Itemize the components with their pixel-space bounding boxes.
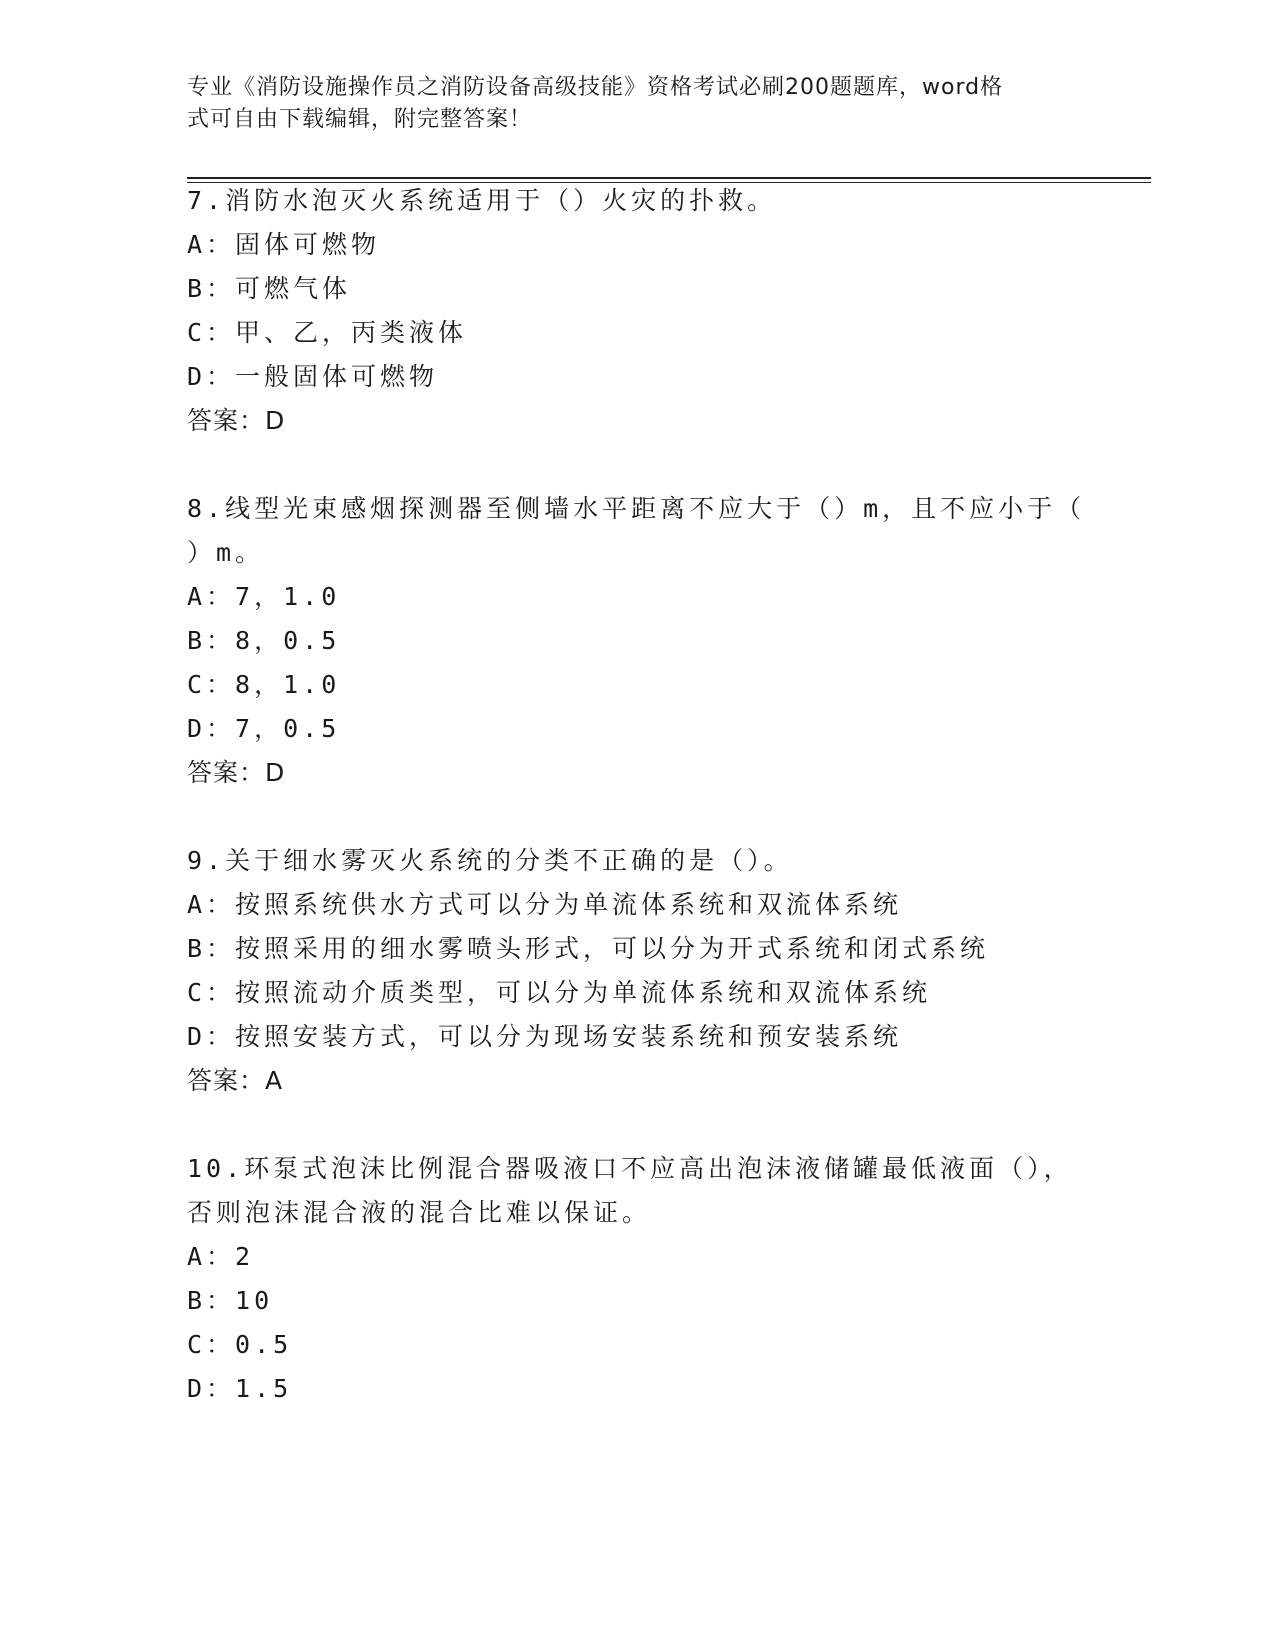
question-7-option-a: A：固体可燃物 bbox=[187, 230, 381, 259]
question-7-option-c: C：甲、乙，丙类液体 bbox=[187, 318, 468, 347]
document-header bbox=[187, 72, 1087, 136]
question-10-option-d: D：1.5 bbox=[187, 1374, 293, 1403]
question-9-answer: 答案：A bbox=[187, 1066, 284, 1095]
question-7-answer: 答案：D bbox=[187, 406, 286, 435]
question-8-option-d: D：7，0.5 bbox=[187, 714, 341, 743]
question-9-option-b: B：按照采用的细水雾喷头形式，可以分为开式系统和闭式系统 bbox=[187, 934, 990, 963]
question-10-stem-continued: 否则泡沫混合液的混合比难以保证。 bbox=[187, 1198, 652, 1227]
question-8-stem-continued: ）m。 bbox=[187, 538, 265, 567]
header-divider-thick bbox=[187, 177, 1151, 179]
question-9-option-c: C：按照流动介质类型，可以分为单流体系统和双流体系统 bbox=[187, 978, 932, 1007]
question-8-stem: 8.线型光束感烟探测器至侧墙水平距离不应大于（）m，且不应小于（ bbox=[187, 494, 1086, 523]
question-9-option-a: A：按照系统供水方式可以分为单流体系统和双流体系统 bbox=[187, 890, 903, 919]
header-divider-thin bbox=[187, 182, 1151, 183]
question-8-answer: 答案：D bbox=[187, 758, 286, 787]
question-8-option-b: B：8，0.5 bbox=[187, 626, 341, 655]
question-8-option-a: A：7，1.0 bbox=[187, 582, 341, 611]
header-line-1: 专业《消防设施操作员之消防设备高级技能》资格考试必刷200题题库，word格 bbox=[187, 75, 1004, 100]
question-10-option-a: A：2 bbox=[187, 1242, 255, 1271]
question-8-option-c: C：8，1.0 bbox=[187, 670, 341, 699]
header-line-2: 式可自由下载编辑，附完整答案！ bbox=[187, 107, 533, 132]
question-7-option-d: D：一般固体可燃物 bbox=[187, 362, 439, 391]
question-7-option-b: B：可燃气体 bbox=[187, 274, 352, 303]
question-10-option-c: C：0.5 bbox=[187, 1330, 293, 1359]
question-7-stem: 7.消防水泡灭火系统适用于（）火灾的扑救。 bbox=[187, 186, 777, 215]
question-9-option-d: D：按照安装方式，可以分为现场安装系统和预安装系统 bbox=[187, 1022, 903, 1051]
question-10-option-b: B：10 bbox=[187, 1286, 274, 1315]
question-10-stem: 10.环泵式泡沫比例混合器吸液口不应高出泡沫液储罐最低液面（）， bbox=[187, 1154, 1073, 1183]
question-9-stem: 9.关于细水雾灭火系统的分类不正确的是（）。 bbox=[187, 846, 793, 875]
